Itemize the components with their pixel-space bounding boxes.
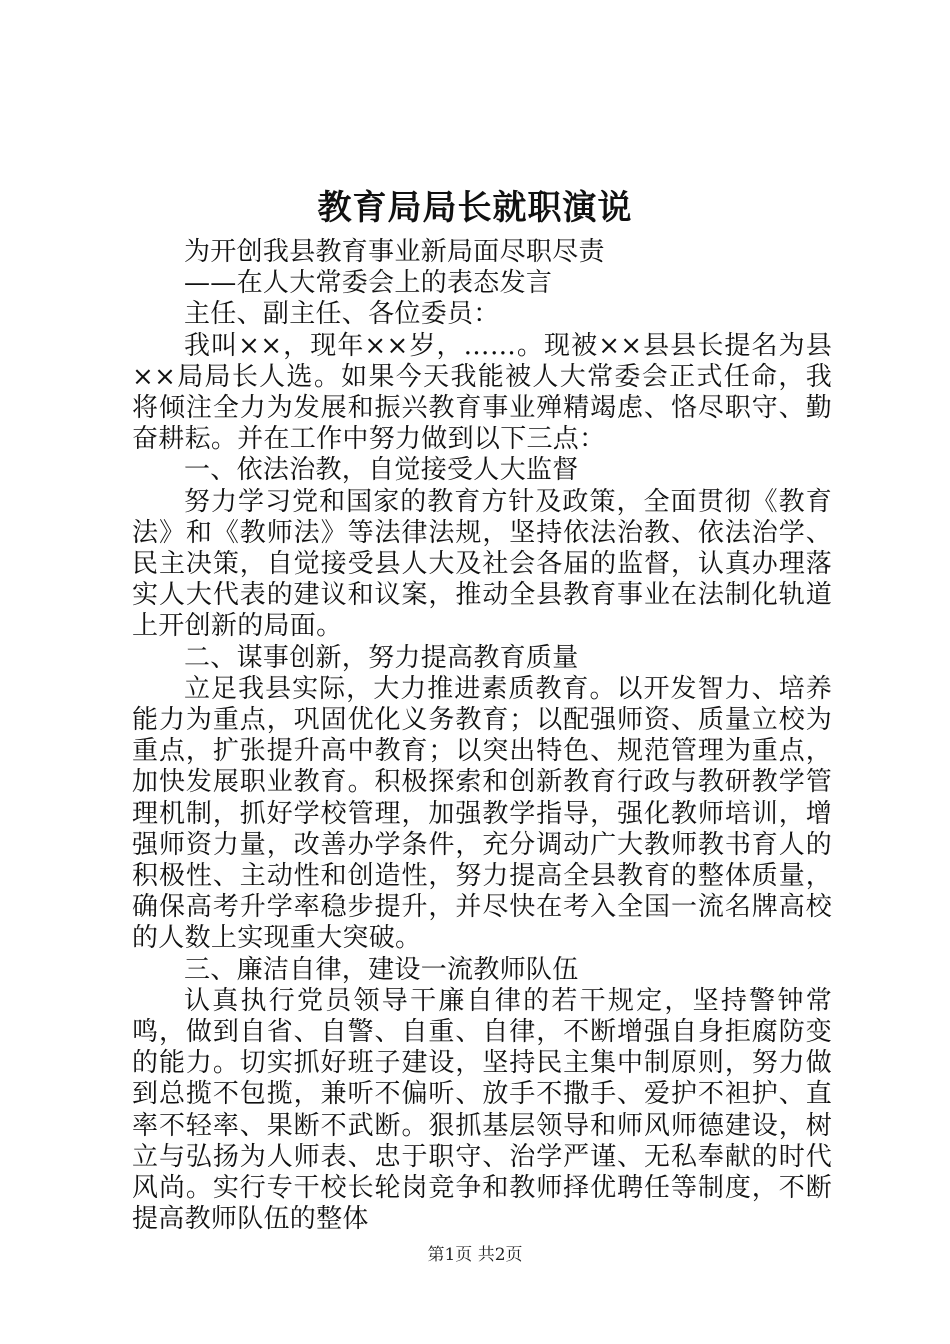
salutation: 主任、副主任、各位委员： [184, 299, 500, 330]
section-paragraph-1: 努力学习党和国家的教育方针及政策，全面贯彻《教育法》和《教师法》等法律法规，坚持依法治教、依法治学、民主决策，自觉接受县人大及社会各届的监督，认真办理落实人大代表的建议和议案，推动全县教育事业在法制化轨道上开创新的局面。 [132, 486, 832, 642]
intro-paragraph: 我叫××，现年××岁，……。现被××县县长提名为县××局局长人选。如果今天我能被人大常委会正式任命，我将倾注全力为发展和振兴教育事业殚精竭虑、恪尽职守、勤奋耕耘。并在工作中努力做到以下三点： [132, 330, 832, 455]
section-paragraph-3: 认真执行党员领导干廉自律的若干规定，坚持警钟常鸣，做到自省、自警、自重、自律，不断增强自身拒腐防变的能力。切实抓好班子建设，坚持民主集中制原则，努力做到总揽不包揽，兼听不偏听、放手不撒手、爱护不袒护、直率不轻率、果断不武断。狠抓基层领导和师风师德建设，树立与弘扬为人师表、忠于职守、治学严谨、无私奉献的时代风尚。实行专干校长轮岗竞争和教师择优聘任等制度，不断提高教师队伍的整体 [132, 985, 832, 1235]
document-body [132, 237, 832, 1236]
section-heading-2: 二、谋事创新，努力提高教育质量 [184, 642, 579, 673]
section-paragraph-2: 立足我县实际，大力推进素质教育。以开发智力、培养能力为重点，巩固优化义务教育；以配强师资、质量立校为重点，扩张提升高中教育；以突出特色、规范管理为重点，加快发展职业教育。积极探索和创新教育行政与教研教学管理机制，抓好学校管理，加强教学指导，强化教师培训，增强师资力量，改善办学条件，充分调动广大教师教书育人的积极性、主动性和创造性，努力提高全县教育的整体质量，确保高考升学率稳步提升，并尽快在考入全国一流名牌高校的人数上实现重大突破。 [132, 673, 832, 954]
document-title: 教育局局长就职演说 [317, 188, 633, 228]
section-heading-3: 三、廉洁自律，建设一流教师队伍 [184, 954, 579, 985]
page-number-footer: 第1页 共2页 [427, 1245, 523, 1265]
subtitle-subline: ——在人大常委会上的表态发言 [184, 268, 553, 299]
subtitle-line: 为开创我县教育事业新局面尽职尽责 [184, 237, 605, 267]
section-heading-1: 一、依法治教，自觉接受人大监督 [184, 455, 579, 486]
